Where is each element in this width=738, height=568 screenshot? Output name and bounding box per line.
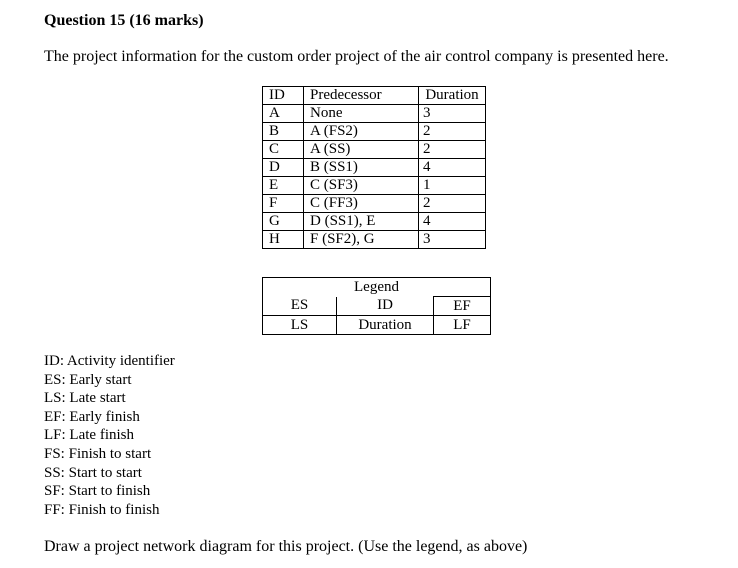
cell-id: A: [263, 105, 304, 123]
table-row: [263, 177, 486, 195]
definition-item: FS: Finish to start: [44, 445, 152, 462]
header-predecessor: Predecessor: [304, 87, 419, 105]
legend-table: [262, 277, 491, 335]
table-row: [263, 231, 486, 249]
table-row: [263, 195, 486, 213]
definition-item: ES: Early start: [44, 371, 132, 388]
cell-duration: 2: [419, 195, 486, 213]
cell-predecessor: C (SF3): [304, 177, 419, 195]
question-intro: The project information for the custom order project of the air control company is presented here.: [44, 48, 669, 65]
activity-table-header: [263, 87, 486, 105]
header-id: ID: [263, 87, 304, 105]
activity-table: [262, 86, 486, 249]
cell-duration: 2: [419, 123, 486, 141]
cell-duration: 4: [419, 159, 486, 177]
cell-id: G: [263, 213, 304, 231]
table-row: [263, 213, 486, 231]
cell-id: C: [263, 141, 304, 159]
cell-predecessor: A (SS): [304, 141, 419, 159]
table-row: [263, 123, 486, 141]
definition-item: SS: Start to start: [44, 464, 142, 481]
cell-predecessor: C (FF3): [304, 195, 419, 213]
cell-id: E: [263, 177, 304, 195]
legend-title: Legend: [263, 278, 491, 297]
cell-id: F: [263, 195, 304, 213]
definition-item: LF: Late finish: [44, 427, 134, 444]
definition-item: EF: Early finish: [44, 408, 140, 425]
cell-id: D: [263, 159, 304, 177]
cell-predecessor: None: [304, 105, 419, 123]
header-duration: Duration: [419, 87, 486, 105]
cell-duration: 3: [419, 105, 486, 123]
legend-duration: Duration: [337, 316, 434, 335]
legend-bottom-row: [263, 316, 491, 335]
cell-duration: 1: [419, 177, 486, 195]
legend-title-row: [263, 278, 491, 297]
table-row: [263, 159, 486, 177]
table-row: [263, 141, 486, 159]
definition-item: LS: Late start: [44, 390, 126, 407]
cell-predecessor: D (SS1), E: [304, 213, 419, 231]
definition-item: FF: Finish to finish: [44, 501, 160, 518]
cell-predecessor: B (SS1): [304, 159, 419, 177]
cell-duration: 2: [419, 141, 486, 159]
cell-duration: 3: [419, 231, 486, 249]
definition-item: ID: Activity identifier: [44, 353, 175, 369]
question-title: Question 15 (16 marks): [44, 12, 204, 29]
cell-id: H: [263, 231, 304, 249]
legend-es: ES: [263, 297, 337, 316]
legend-top-row: [263, 297, 491, 316]
legend-ef: EF: [434, 297, 491, 316]
cell-duration: 4: [419, 213, 486, 231]
legend-id: ID: [377, 297, 393, 314]
definitions-list: [44, 352, 175, 519]
instruction-text: Draw a project network diagram for this project. (Use the legend, as above): [44, 538, 528, 555]
legend-ls: LS: [263, 316, 337, 335]
definition-item: SF: Start to finish: [44, 483, 151, 500]
cell-id: B: [263, 123, 304, 141]
cell-predecessor: F (SF2), G: [304, 231, 419, 249]
cell-predecessor: A (FS2): [304, 123, 419, 141]
table-row: [263, 105, 486, 123]
legend-lf: LF: [434, 316, 491, 335]
